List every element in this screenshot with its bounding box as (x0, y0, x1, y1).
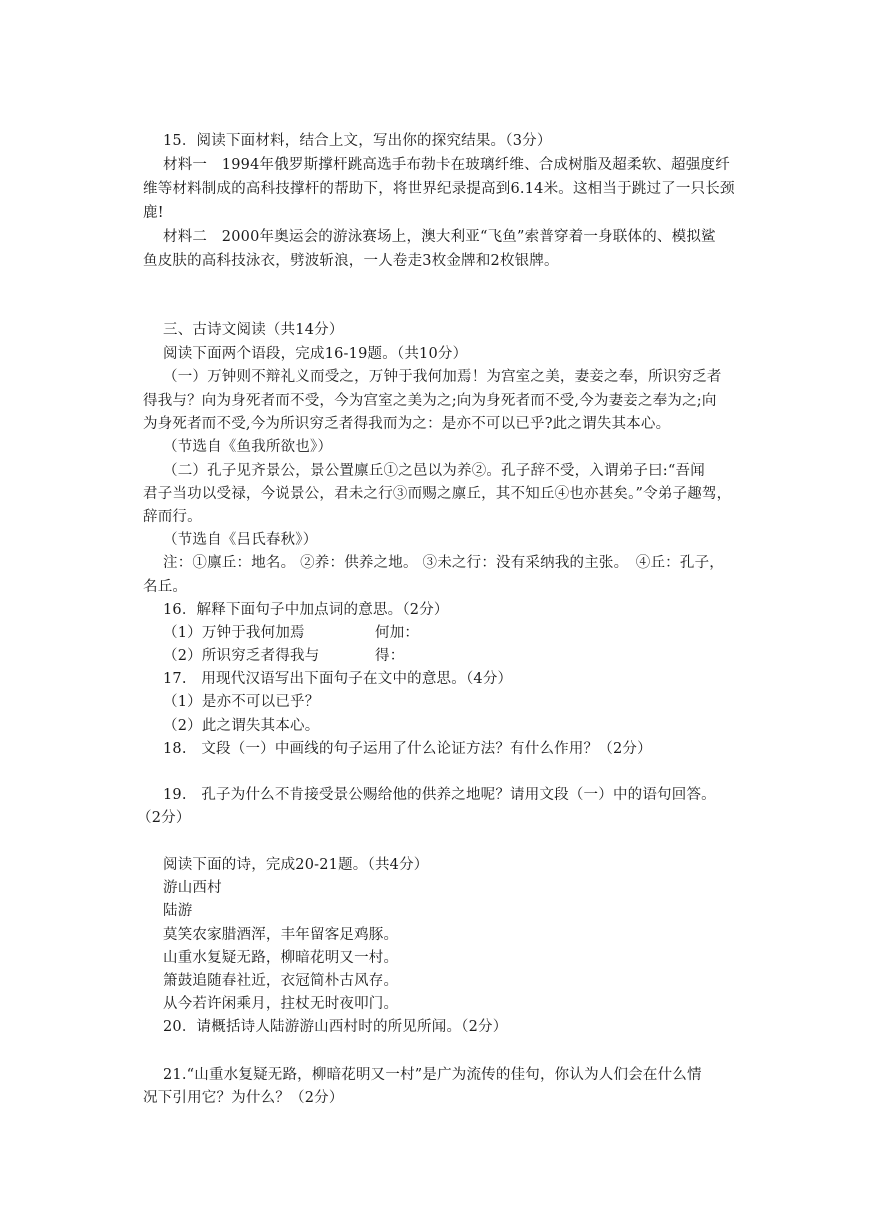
q17-item1: （1）是亦不可以已乎？ (163, 694, 320, 710)
q16-title: 16．解释下面句子中加点词的意思。（2分） (163, 602, 449, 618)
annotation-line2: 名丘。 (143, 579, 188, 595)
q21-title-line2: 况下引用它？为什么？（2分） (143, 1090, 344, 1106)
section3-heading: 三、古诗文阅读（共14分） (163, 322, 344, 338)
q15-title: 15．阅读下面材料，结合上文，写出你的探究结果。（3分） (163, 133, 552, 149)
passage2-line3: 辞而行。 (143, 509, 202, 525)
q19-title-line1: 19. 孔子为什么不肯接受景公赐给他的供养之地呢？请用文段（一）中的语句回答。 (163, 787, 716, 803)
poem-line4: 从今若许闲乘月，拄杖无时夜叩门。 (163, 996, 399, 1012)
passage1-source: （节选自《鱼我所欲也》） (163, 439, 333, 455)
section3-intro: 阅读下面两个语段，完成16-19题。（共10分） (163, 346, 468, 362)
q21-title-line1: 21.“山重水复疑无路，柳暗花明又一村”是广为流传的佳句，你认为人们会在什么情 (163, 1067, 702, 1083)
passage2-line1: （二）孔子见齐景公，景公置廪丘①之邑以为养②。孔子辞不受，入谓弟子曰:“吾闻 (163, 463, 705, 479)
passage1-line2: 得我与？向为身死者而不受，今为宫室之美为之;向为身死者而不受,今为妻妾之奉为之;向 (143, 393, 717, 409)
q16-item2: （2）所识穷乏者得我与 (163, 648, 320, 664)
poem-line2: 山重水复疑无路，柳暗花明又一村。 (163, 950, 399, 966)
q17-title: 17. 用现代汉语写出下面句子在文中的意思。（4分） (163, 671, 513, 687)
poem-line1: 莫笑农家腊酒浑，丰年留客足鸡豚。 (163, 927, 399, 943)
q16-item1: （1）万钟于我何加焉 (163, 625, 305, 641)
passage1-line1: （一）万钟则不辩礼义而受之，万钟于我何加焉！为宫室之美，妻妾之奉，所识穷乏者 (163, 369, 722, 385)
q15-material2-line2: 鱼皮肤的高科技泳衣，劈波斩浪，一人卷走3枚金牌和2枚银牌。 (143, 253, 559, 269)
q16-item2-word: 得： (375, 648, 405, 664)
poem-author: 陆游 (163, 903, 193, 919)
q18-title: 18. 文段（一）中画线的句子运用了什么论证方法？有什么作用？（2分） (163, 741, 652, 757)
annotation-line1: 注：①廪丘：地名。 ②养：供养之地。 ③未之行：没有采纳我的主张。 ④丘：孔子， (163, 555, 724, 571)
q15-material1-line2: 维等材料制成的高科技撑杆的帮助下，将世界纪录提高到6.14米。这相当于跳过了一只长颈 (143, 181, 735, 197)
q15-material1-line1: 材料一 1994年俄罗斯撑杆跳高选手布勃卡在玻璃纤维、合成树脂及超柔软、超强度纤 (163, 157, 730, 173)
q17-item2: （2）此之谓失其本心。 (163, 718, 320, 734)
passage2-source: （节选自《吕氏春秋》） (163, 532, 318, 548)
poem-title: 游山西村 (163, 880, 222, 896)
q19-title-line2: （2分） (137, 810, 191, 826)
poem-line3: 箫鼓追随春社近，衣冠简朴古风存。 (163, 973, 399, 989)
q16-item1-word: 何加： (375, 625, 420, 641)
passage1-line3: 为身死者而不受,今为所识穷乏者得我而为之：是亦不可以已乎?此之谓失其本心。 (143, 416, 671, 432)
passage2-line2: 君子当功以受禄，今说景公，君未之行③而赐之廪丘，其不知丘④也亦甚矣。”令弟子趣驾， (143, 486, 732, 502)
q20-title: 20．请概括诗人陆游游山西村时的所见所闻。（2分） (163, 1019, 508, 1035)
q15-material2-line1: 材料二 2000年奥运会的游泳赛场上，澳大利亚“飞鱼”索普穿着一身联体的、模拟鲨 (163, 229, 716, 245)
q15-material1-line3: 鹿! (143, 205, 164, 221)
poem-intro: 阅读下面的诗，完成20-21题。（共4分） (163, 857, 429, 873)
